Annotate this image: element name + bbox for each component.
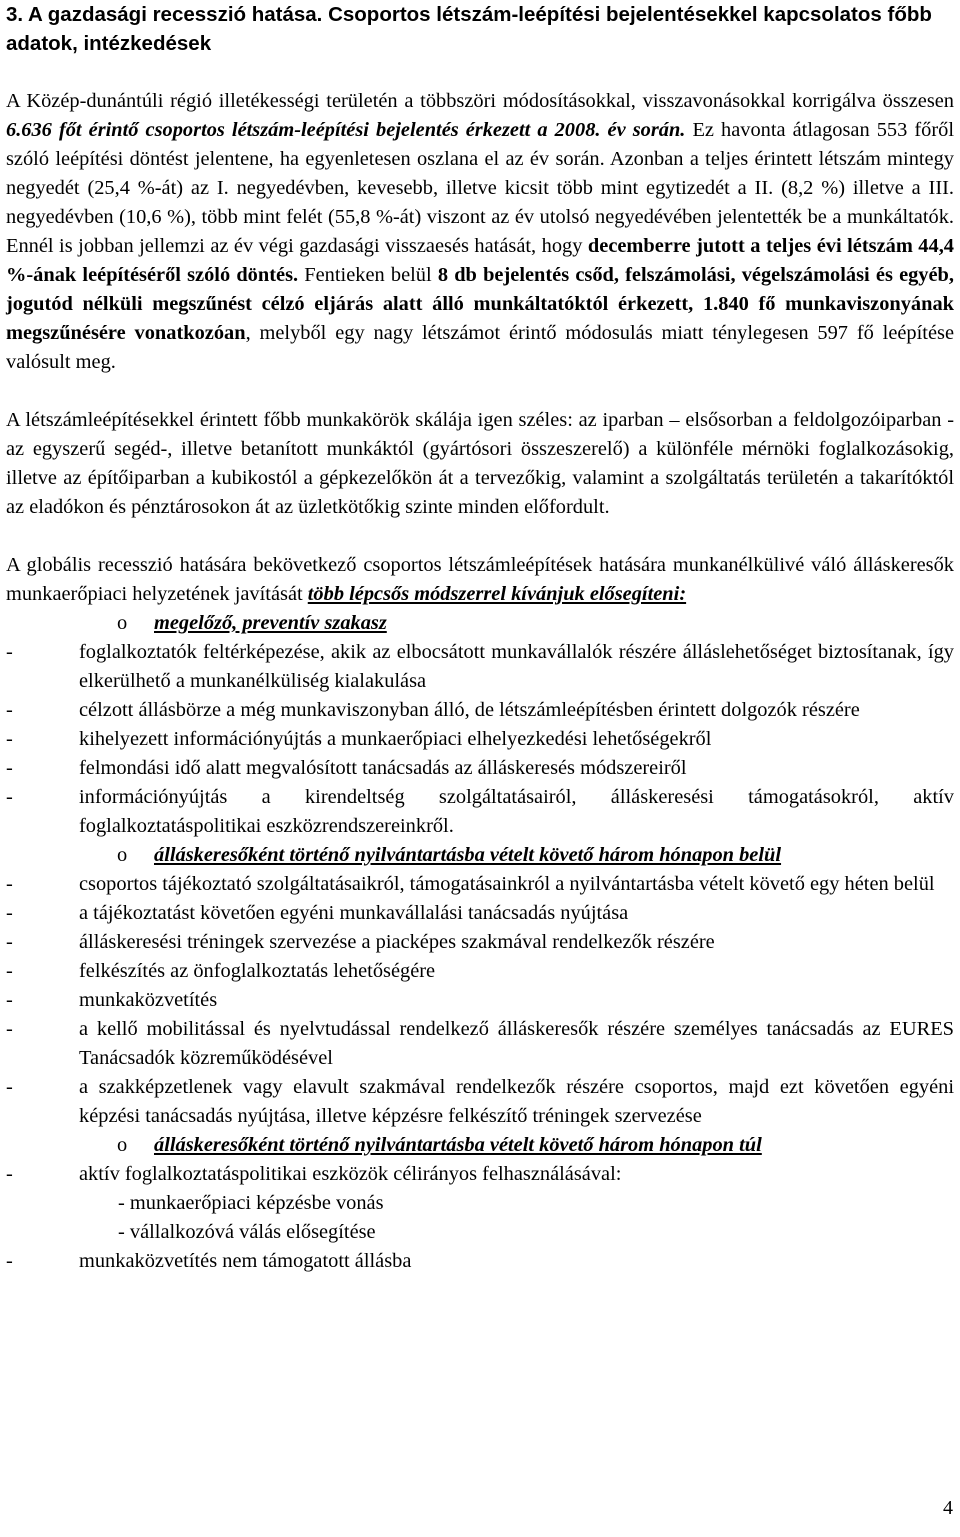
page-number: 4 <box>943 1497 953 1519</box>
list-dash: - <box>6 989 13 1011</box>
list-item-text: álláskeresési tréningek szervezése a piacképes szakmával rendelkezők részére <box>79 931 715 953</box>
list-item <box>6 696 954 725</box>
section-bullet: o <box>117 612 128 634</box>
p1-text-c: Ez havonta átlagosan 553 főről szóló leépítési döntést jelentene, ha egyenletesen oszlana el az év során. Azonban a teljes érintett létszám mintegy negyedét (25,4 %-át) az I. negyedévben, kevesebb, illetve kicsit több mint egytizedét a II. (8,2 %) illetve a III. negyedévben (10,6 %), több mint felét (55,8 %-át) viszont az év utolsó negyedévében jelentették be a munkáltatók. Ennél is jobban jellemzi az év végi gazdasági visszaesés hatását, hogy <box>6 119 954 257</box>
section-within-three-months-title: álláskeresőként történő nyilvántartásba vételt követő három hónapon belül <box>154 844 782 866</box>
list-item <box>6 928 954 957</box>
list-item-text: munkaközvetítés nem támogatott állásba <box>79 1250 412 1272</box>
list-item-text: csoportos tájékoztató szolgáltatásaikról, támogatásainkról a nyilvántartásba vételt követő egy héten belül <box>79 873 935 895</box>
list-item-text: a tájékoztatást követően egyéni munkavállalási tanácsadás nyújtása <box>79 902 629 924</box>
list-item <box>6 986 954 1015</box>
p1-bold-bankruptcy: 8 db bejelentés csőd, felszámolási, végelszámolási és egyéb, jogutód nélküli megszűnést célzó eljárás alatt álló munkáltatóktól érkezett, 1.840 fő munkaviszonyának megszűnésére vonatkozóan <box>6 264 954 344</box>
list-item-text: kihelyezett információnyújtás a munkaerőpiaci elhelyezkedési lehetőségekről <box>79 728 712 750</box>
list-item <box>6 725 954 754</box>
p1-bold-december: decemberre jutott a teljes évi létszám 44,4 %-ának leépítéséről szóló döntés. <box>6 235 954 286</box>
section-beyond-three-months-heading <box>6 1131 954 1160</box>
list-item-text: felkészítés az önfoglalkoztatás lehetőségére <box>79 960 436 982</box>
list-dash: - <box>6 699 13 721</box>
sub-list-item: - munkaerőpiaci képzésbe vonás <box>118 1192 384 1214</box>
section-bullet: o <box>117 1134 128 1156</box>
p3-emphasis: több lépcsős módszerrel kívánjuk elősegíteni: <box>307 583 687 605</box>
list-dash: - <box>6 1250 13 1272</box>
list-item-text: aktív foglalkoztatáspolitikai eszközök célirányos felhasználásával: <box>79 1163 622 1185</box>
list-dash: - <box>6 960 13 982</box>
list-item-text: a szakképzetlenek vagy elavult szakmával rendelkezők részére csoportos, majd ezt követően egyéni képzési tanácsadás nyújtása, illetve képzésre felkészítő tréningek szervezése <box>79 1076 954 1127</box>
list-dash: - <box>6 728 13 750</box>
list-item-text: a kellő mobilitással és nyelvtudással rendelkező álláskeresők részére személyes tanácsadás az EURES Tanácsadók közreműködésével <box>79 1018 954 1069</box>
list-dash: - <box>6 786 13 808</box>
paragraph-job-roles: A létszámleépítésekkel érintett főbb munkakörök skálája igen széles: az iparban – elsősorban a feldolgozóiparban - az egyszerű segéd-, illetve betanított munkáktól (gyártósori összeszerelő) a különféle mérnöki foglalkozásokig, illetve az építőiparban a kubikostól a gépkezelőkön át a tervezőkig, valamint a szolgáltatás területén a takarítóktól az eladókon és pénztárosokon át az üzletkötőkig szinte minden előfordult. <box>6 409 954 518</box>
sub-list-item: - vállalkozóvá válás elősegítése <box>118 1221 376 1243</box>
list-item <box>6 1073 954 1131</box>
paragraph-statistics <box>6 87 954 377</box>
list-item <box>6 783 954 841</box>
list-dash: - <box>6 931 13 953</box>
list-item <box>6 1015 954 1073</box>
section-preventive-heading <box>6 609 954 638</box>
section-beyond-three-months-title: álláskeresőként történő nyilvántartásba vételt követő három hónapon túl <box>154 1134 762 1156</box>
paragraph-measures-intro <box>6 551 954 609</box>
section-bullet: o <box>117 844 128 866</box>
section-within-three-months-heading <box>6 841 954 870</box>
section-preventive-title: megelőző, preventív szakasz <box>154 612 387 634</box>
list-item <box>6 957 954 986</box>
list-dash: - <box>6 1163 13 1185</box>
list-item <box>6 638 954 696</box>
list-dash: - <box>6 902 13 924</box>
list-item-text: foglalkoztatók feltérképezése, akik az elbocsátott munkavállalók részére álláslehetőséget biztosítanak, így elkerülhető a munkanélküliség kialakulása <box>79 641 954 692</box>
list-item-text: felmondási idő alatt megvalósított tanácsadás az álláskeresés módszereiről <box>79 757 687 779</box>
list-item <box>6 899 954 928</box>
list-dash: - <box>6 641 13 663</box>
list-item <box>6 754 954 783</box>
p1-bold-total: 6.636 főt érintő csoportos létszám-leépítési bejelentés érkezett a 2008. év során. <box>6 119 686 141</box>
section-heading: 3. A gazdasági recesszió hatása. Csoportos létszám-leépítési bejelentésekkel kapcsolatos főbb adatok, intézkedések <box>6 3 932 55</box>
p3-text-a: A globális recesszió hatására bekövetkező csoportos létszámleépítések hatására munkanélkülivé váló álláskeresők munkaerőpiaci helyzetének javítását <box>6 554 954 605</box>
list-dash: - <box>6 873 13 895</box>
list-item <box>6 1247 954 1276</box>
p1-text-g: , melyből egy nagy létszámot érintő módosulás miatt ténylegesen 597 fő leépítése valósult meg. <box>6 322 954 373</box>
list-item-text: információnyújtás a kirendeltség szolgáltatásairól, álláskeresési támogatásokról, aktív foglalkoztatáspolitikai eszközrendszereinkről. <box>79 786 954 837</box>
document-page <box>6 0 954 1276</box>
list-item-text: munkaközvetítés <box>79 989 218 1011</box>
p1-text-a: A Közép-dunántúli régió illetékességi területén a többszöri módosításokkal, visszavonásokkal korrigálva összesen <box>6 90 954 112</box>
list-item-text: célzott állásbörze a még munkaviszonyban álló, de létszámleépítésben érintett dolgozók részére <box>79 699 860 721</box>
list-item <box>6 1160 954 1189</box>
list-item <box>6 870 954 899</box>
p1-text-e: Fentieken belül <box>298 264 438 286</box>
list-dash: - <box>6 1018 13 1040</box>
list-dash: - <box>6 1076 13 1098</box>
list-dash: - <box>6 757 13 779</box>
